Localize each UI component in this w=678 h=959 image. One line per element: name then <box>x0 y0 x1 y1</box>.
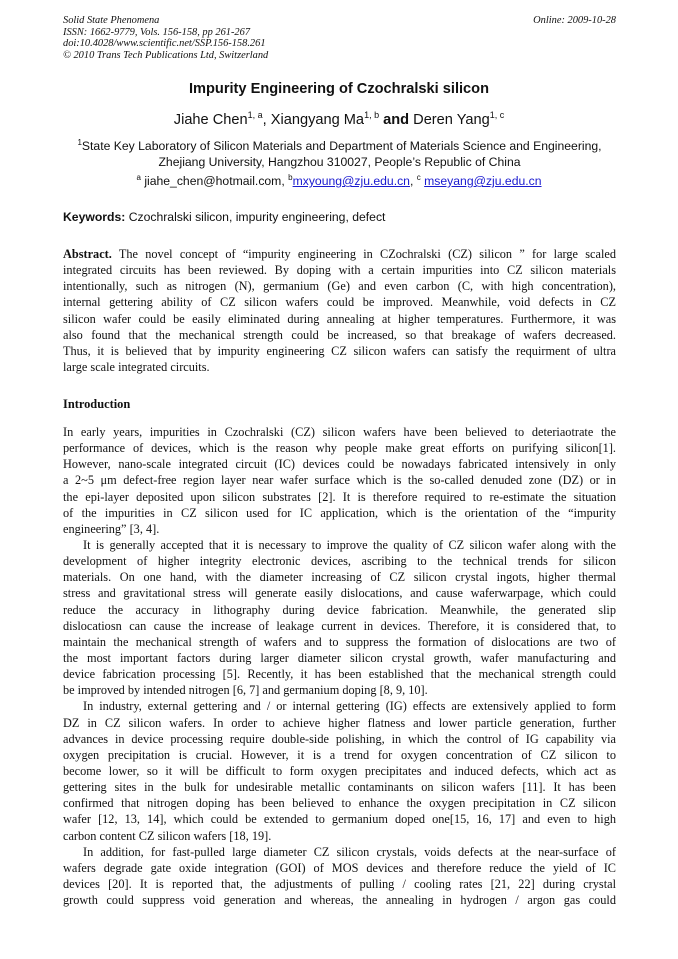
author-separator: , <box>262 112 271 128</box>
body-line: development of higher integrity electronic devices, ascribing to the technical trends for silicon <box>63 554 616 569</box>
affiliation-marker: 1 <box>77 138 82 147</box>
body-line: growth could suppress void generation and whereas, the annealing in hydrogen / argon gas could <box>63 893 616 908</box>
author-affiliation-marker: 1, c <box>489 110 505 120</box>
body-line: stress and gravitational stress will generate easily dislocations, and cause waferwarpage, which could <box>63 586 616 601</box>
keywords-label: Keywords: <box>63 210 126 224</box>
body-line: a 2~5 μm defect-free region layer near wafer surface which is the so-called denuded zone (DZ) or in <box>63 473 616 488</box>
email-link[interactable]: mxyoung@zju.edu.cn <box>292 174 410 188</box>
body-line: In industry, external gettering and / or internal gettering (IG) effects are extensively applied to form <box>83 699 616 714</box>
abstract-text: The novel concept of “impurity engineering in CZochralski (CZ) silicon ” for large scaled <box>111 247 616 261</box>
body-line: However, nano-scale integrated circuit (IC) devices could be nowadays fabricated intensively in only <box>63 457 616 472</box>
keywords-text: Czochralski silicon, impurity engineering, defect <box>128 210 386 224</box>
copyright-line: © 2010 Trans Tech Publications Ltd, Switzerland <box>63 49 269 61</box>
author-conjunction: and <box>383 112 410 128</box>
body-line: engineering” [3, 4]. <box>63 521 160 536</box>
body-line: reduce the accuracy in lithography during device fabrication. Meanwhile, the generated slip <box>63 602 616 617</box>
author-name: Deren Yang <box>413 112 490 128</box>
body-line: performance of devices, which is the reason why people make great efforts on purifying silicon[1]. <box>63 441 616 456</box>
body-line: device fabrication processing [5]. Recently, it has been established that the mechanical strength could <box>63 667 616 682</box>
abstract-line: intentionally, such as nitrogen (N), germanium (Ge) and even carbon (C, with high concentration), <box>63 279 616 294</box>
running-header <box>63 15 616 61</box>
body-line: In addition, for fast-pulled large diameter CZ silicon crystals, voids defects at the near-surface of <box>83 844 616 859</box>
body-line: of the impurities in CZ silicon used for IC application, which is the orientation of the “impurity <box>63 505 616 520</box>
body-line: the most important factors during larger diameter silicon crystal growth, wafer manufacturing and <box>63 650 616 665</box>
body-line: dislocatiosn can cause the increase of leakage current in devices. Therefore, it is considered that, to <box>63 618 616 633</box>
body-line: oxygen precipitation is crucial. However, it is a trend for oxygen concentration of CZ silicon to <box>63 747 616 762</box>
abstract <box>63 246 616 375</box>
body-line: become lower, so it will be difficult to form oxygen precipitates and induced defects, which act as <box>63 763 616 778</box>
author-list <box>0 112 678 128</box>
email-marker: a <box>136 173 141 182</box>
abstract-line: also found that the mechanical strength could be increased, so that breakage of wafers decreased. <box>63 327 616 342</box>
email-link[interactable]: mseyang@zju.edu.cn <box>424 174 542 188</box>
abstract-line: internal gettering ability of CZ silicon wafers could be improved. Meanwhile, void defects in CZ <box>63 295 616 310</box>
email-text: jiahe_chen@hotmail.com <box>144 174 282 188</box>
body-line: gettering sites in the bulk for undesirable metallic contaminants on silicon wafers [11]. It has been <box>63 780 616 795</box>
section-heading: Introduction <box>63 397 131 411</box>
body-line: DZ in CZ silicon wafers. In order to achieve higher flatness and lower particle generation, further <box>63 715 616 730</box>
abstract-line: Thus, it is believed that by impurity engineering CZ silicon wafers can satisfy the requirment of ultra <box>63 343 616 358</box>
doi-line: doi:10.4028/www.scientific.net/SSP.156-158.261 <box>63 38 266 50</box>
author-name: Jiahe Chen <box>173 112 248 128</box>
abstract-line: large scale integrated circuits. <box>63 359 210 374</box>
body-line: the epi-layer deposited upon silicon substrates [2]. It is therefore required to re-estimate the situation <box>63 489 616 504</box>
body-line: wafer [12, 13, 14], which could be extended to germanium doped one[15, 16, 17] and even to high <box>63 812 616 827</box>
body-line: It is generally accepted that it is necessary to improve the quality of CZ silicon wafer along with the <box>83 537 616 552</box>
abstract-label: Abstract. <box>63 247 112 261</box>
body-line: advances in device processing require double-side polishing, in which the control of IG capability via <box>63 731 616 746</box>
online-date: Online: 2009-10-28 <box>533 15 616 26</box>
body-line: materials. On one hand, with the diameter increasing of CZ silicon crystal ingots, higher thermal <box>63 570 616 585</box>
email-marker: b <box>288 173 293 182</box>
body-line: be improved by intended nitrogen [6, 7] and germanium doping [8, 9, 10]. <box>63 683 428 698</box>
affiliation <box>63 139 616 170</box>
paper-title: Impurity Engineering of Czochralski silicon <box>188 81 490 97</box>
email-marker: c <box>416 173 421 182</box>
abstract-line: silicon wafer could be easily eliminated during annealing at higher temperatures. Furthermore, it was <box>63 311 616 326</box>
abstract-line: integrated circuits has been reviewed. By doping with a certain impurities into CZ silicon materials <box>63 263 616 278</box>
issn-line: ISSN: 1662-9779, Vols. 156-158, pp 261-267 <box>63 26 251 38</box>
body-line: devices [20]. It is reported that, the adjustments of pulling / cooling rates [21, 22] during crystal <box>63 876 616 891</box>
author-name: Xiangyang Ma <box>270 112 365 128</box>
keywords <box>63 210 616 224</box>
journal-name: Solid State Phenomena <box>63 15 160 26</box>
body-line: In early years, impurities in Czochralski (CZ) silicon wafers have been believed to deteriaotrate the <box>63 425 616 439</box>
body-line: maintain the mechanical strength of wafers and to suppress the formation of dislocations are two of <box>63 634 616 649</box>
author-emails: $^a$ jiahe_chen@hotmail.com, $^b$mxyoung@zju.edu.cn, $^c$ mseyang@zju.edu.cn <box>136 173 542 188</box>
author-affiliation-marker: 1, a <box>247 110 263 120</box>
body-line: confirmed that nitrogen doping has been believed to enhance the oxygen precipitation in CZ silicon <box>63 796 616 811</box>
author-affiliation-marker: 1, b <box>364 110 380 120</box>
abstract-line <box>63 246 616 262</box>
body-line: carbon content CZ silicon wafers [18, 19]. <box>63 828 272 843</box>
affiliation-line <box>63 139 616 155</box>
affiliation-line: Zhejiang University, Hangzhou 310027, People’s Republic of China <box>158 154 521 169</box>
introduction-body <box>63 424 616 908</box>
affiliation-text: State Key Laboratory of Silicon Materials and Department of Materials Science and Engineering, <box>81 139 602 153</box>
body-line: wafers degrade gate oxide integration (GOI) of MOS devices and therefore reduce the yield of IC <box>63 860 616 875</box>
